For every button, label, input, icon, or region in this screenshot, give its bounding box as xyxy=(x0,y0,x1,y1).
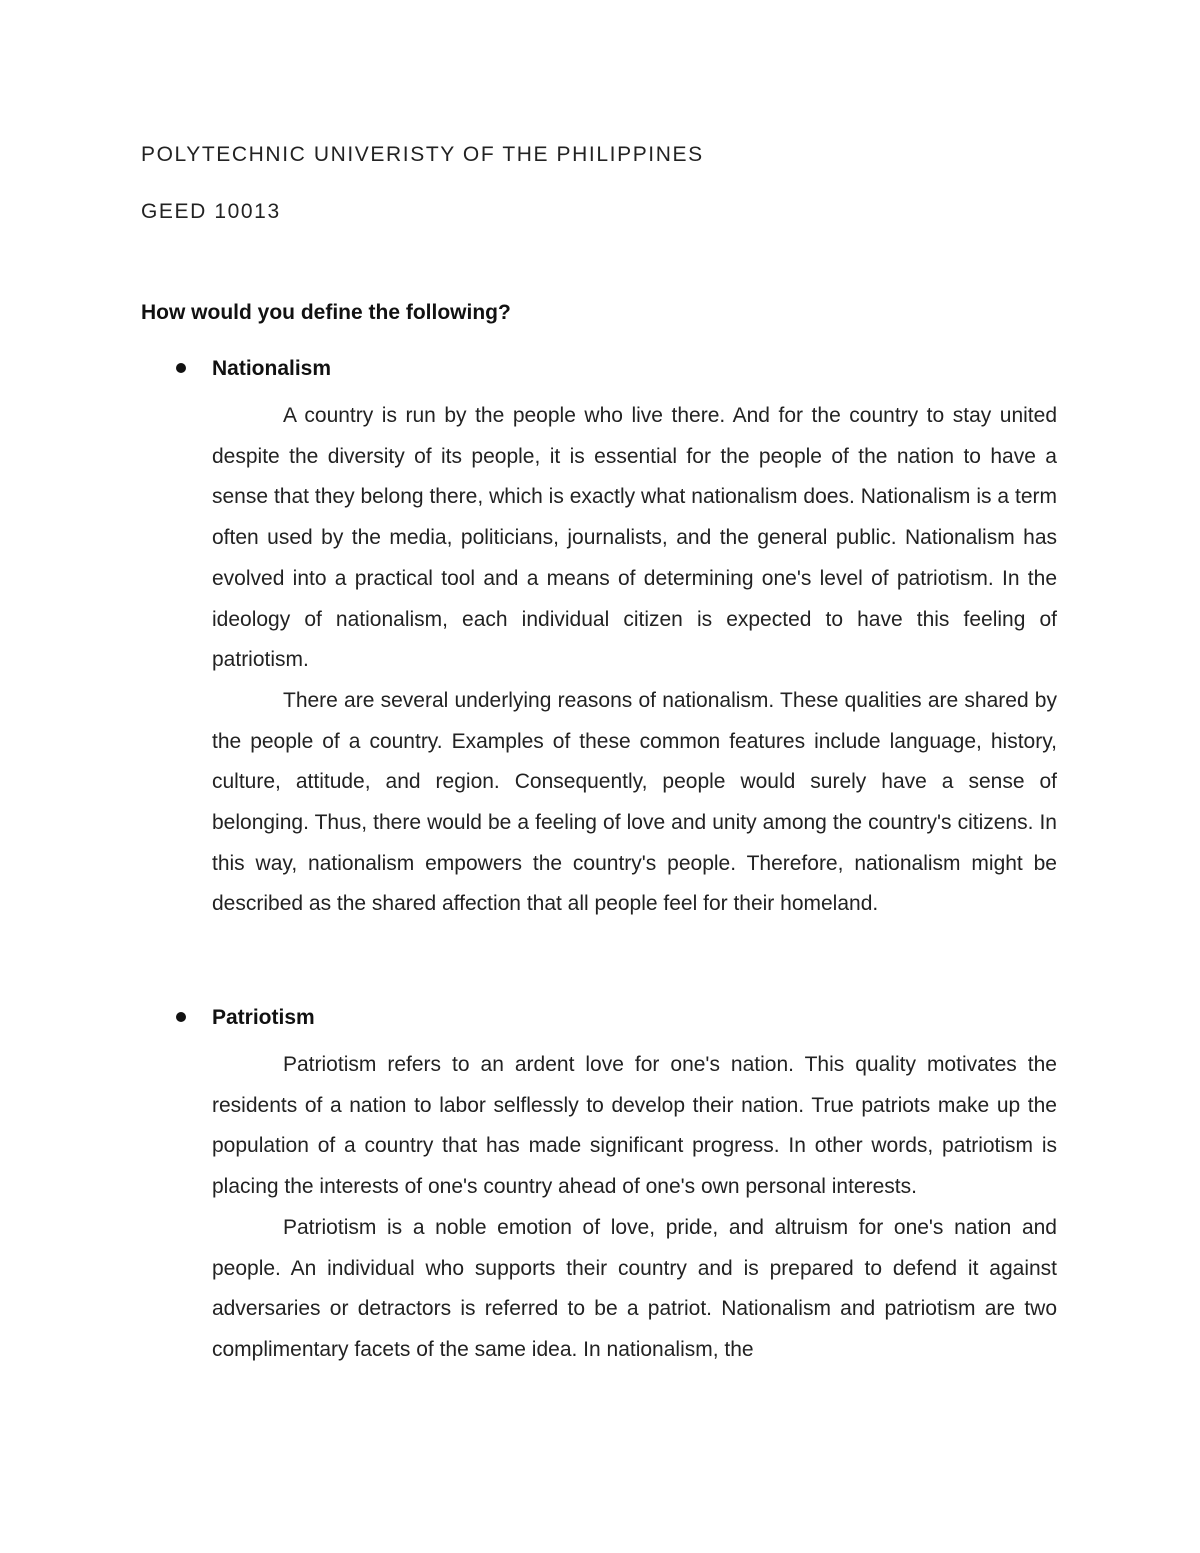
paragraph: There are several underlying reasons of nationalism. These qualities are shared by the people of a country. Examples of these common features include language, history, culture, attitude, and region. Consequently, people would surely have a sense of belonging. Thus, there would be a feeling of love and unity among the country's citizens. In this way, nationalism empowers the country's people. Therefore, nationalism might be described as the shared affection that all people feel for their homeland. xyxy=(212,688,1057,916)
section-nationalism xyxy=(172,356,1057,925)
course-code: GEED 10013 xyxy=(141,200,281,223)
paragraph: Patriotism refers to an ardent love for one's nation. This quality motivates the residents of a nation to labor selflessly to develop their nation. True patriots make up the population of a country that has made significant progress. In other words, patriotism is placing the interests of one's country ahead of one's own personal interests. xyxy=(212,1053,1057,1199)
paragraph: A country is run by the people who live there. And for the country to stay united despite the diversity of its people, it is essential for the people of the nation to have a sense that they belong there, which is exactly what nationalism does. Nationalism is a term often used by the media, politicians, journalists, and the general public. Nationalism has evolved into a practical tool and a means of determining one's level of patriotism. In the ideology of nationalism, each individual citizen is expected to have this feeling of patriotism. xyxy=(212,404,1057,672)
paragraph: Patriotism is a noble emotion of love, pride, and altruism for one's nation and people. An individual who supports their country and is prepared to defend it against adversaries or detractors is referred to be a patriot. Nationalism and patriotism are two complimentary facets of the same idea. In nationalism, the xyxy=(212,1215,1057,1361)
section-heading xyxy=(172,1005,1057,1045)
section-title-nationalism: Nationalism xyxy=(212,357,332,380)
section-heading xyxy=(172,356,1057,396)
bullet-icon xyxy=(176,1012,186,1022)
section-patriotism xyxy=(172,1005,1057,1371)
university-name: POLYTECHNIC UNIVERISTY OF THE PHILIPPINES xyxy=(141,143,704,166)
bullet-icon xyxy=(176,363,186,373)
question-heading: How would you define the following? xyxy=(141,301,511,324)
section-title-patriotism: Patriotism xyxy=(212,1006,315,1029)
